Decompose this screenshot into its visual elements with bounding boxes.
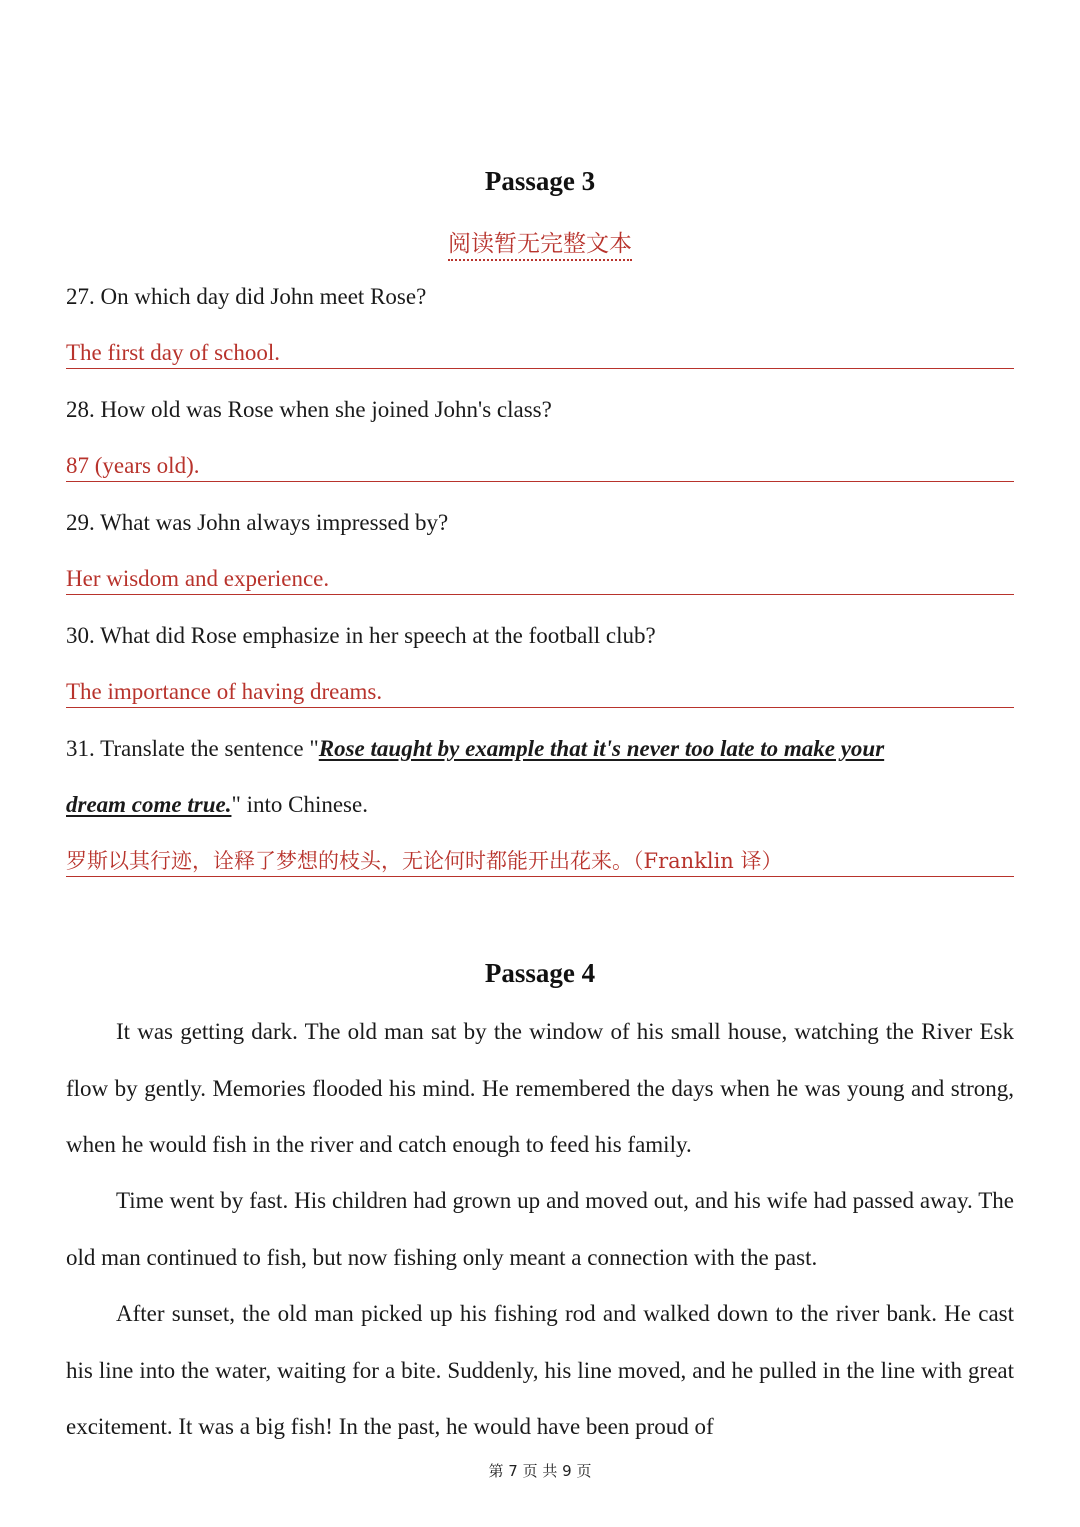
question-31-quote-part2: dream come true. — [66, 792, 232, 817]
question-28: 28. How old was Rose when she joined John's class? — [66, 397, 552, 422]
question-31-line1 — [66, 735, 884, 763]
passage-4-paragraph: It was getting dark. The old man sat by the window of his small house, watching the River Esk flow by gently. Memories flooded his mind. He remembered the days when he was young and strong, when he would fish in the river and catch enough to feed his family. — [66, 1019, 1014, 1157]
answer-31: 罗斯以其行迹，诠释了梦想的枝头，无论何时都能开出花来。（Franklin 译） — [66, 847, 1014, 877]
question-31-prefix: 31. Translate the sentence " — [66, 736, 319, 761]
answer-29: Her wisdom and experience. — [66, 565, 1014, 595]
question-30: 30. What did Rose emphasize in her speech at the football club? — [66, 623, 656, 648]
question-31-quote-part1: Rose taught by example that it's never too late to make your — [318, 736, 885, 761]
question-31-line2 — [66, 791, 368, 819]
passage-4-title: Passage 4 — [484, 958, 596, 988]
no-text-note-label: 阅读暂无完整文本 — [448, 231, 632, 261]
question-31-suffix: " into Chinese. — [231, 792, 368, 817]
question-29: 29. What was John always impressed by? — [66, 510, 449, 535]
question-27: 27. On which day did John meet Rose? — [66, 284, 427, 309]
answer-27: The first day of school. — [66, 339, 1014, 369]
passage-4-paragraph: Time went by fast. His children had grown up and moved out, and his wife had passed away. The old man continued to fish, but now fishing only meant a connection with the past. — [66, 1188, 1014, 1270]
passage-4-paragraph: After sunset, the old man picked up his fishing rod and walked down to the river bank. He cast his line into the water, waiting for a bite. Suddenly, his line moved, and he pulled in the line with great excitement. It was a big fish! In the past, he would have been proud of — [66, 1301, 1014, 1439]
page-number: 第 7 页 共 9 页 — [488, 1462, 592, 1480]
answer-30: The importance of having dreams. — [66, 678, 1014, 708]
answer-28: 87 (years old). — [66, 452, 1014, 482]
passage-3-title: Passage 3 — [484, 166, 596, 196]
no-text-note — [66, 225, 1014, 258]
